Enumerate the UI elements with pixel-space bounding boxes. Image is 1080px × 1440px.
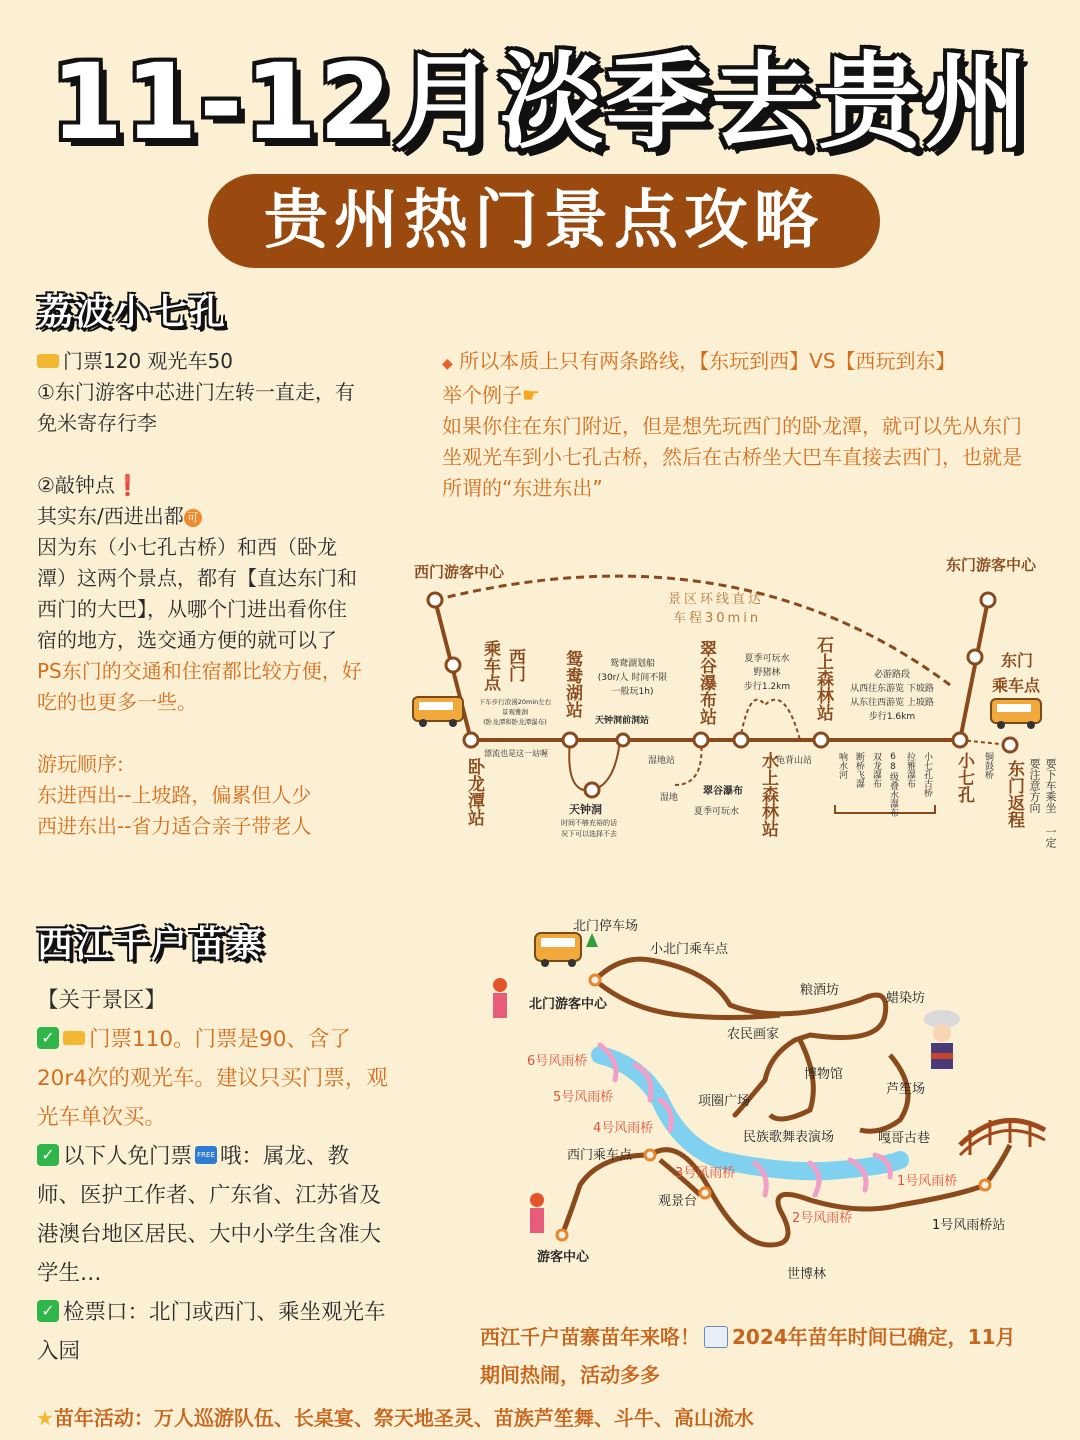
map-guibei: 龟背山站 bbox=[776, 756, 813, 766]
subtitle-banner: 贵州热门景点攻略 bbox=[208, 174, 880, 268]
xj-nongmin: 农民画家 bbox=[727, 1027, 780, 1042]
diamond-icon: ◆ bbox=[442, 356, 453, 372]
footer-line-2: 期间热闹，活动多多 bbox=[480, 1363, 660, 1387]
map-tianzhong: 天钟洞 bbox=[569, 803, 602, 816]
miao-girl-icon bbox=[924, 1010, 960, 1069]
xj-bridge-6: 6号风雨桥 bbox=[527, 1054, 588, 1069]
ticket-icon bbox=[63, 1031, 85, 1045]
tip-ps-line-1: 吃的也更多一些。 bbox=[37, 690, 197, 714]
map-piaoliu: 漂流也是这一站喔 bbox=[484, 749, 548, 758]
map-shidi: 湿地站 bbox=[648, 756, 676, 766]
xijiang-route-map bbox=[480, 915, 1070, 1295]
calendar-icon bbox=[704, 1326, 728, 1348]
free-info-1: 师、医护工作者、广东省、江苏省及 bbox=[37, 1183, 382, 1208]
xj-bridge-1-stop: 1号风雨桥站 bbox=[932, 1218, 1006, 1233]
free-info-2: 港澳台地区居民、大中小学生含准大 bbox=[37, 1222, 382, 1247]
xj-bridge-5: 5号风雨桥 bbox=[553, 1090, 614, 1105]
map-must-note-0: 必游路段 bbox=[873, 670, 910, 680]
check-icon: ✓ bbox=[37, 1144, 59, 1166]
xj-small-north: 小北门乘车点 bbox=[650, 942, 729, 957]
map-summer-note-2: 步行1.2km bbox=[743, 682, 791, 692]
xj-minzu: 民族歌舞表演场 bbox=[743, 1130, 835, 1145]
tip-3: 其实东/西进出都 可 bbox=[37, 501, 417, 532]
xj-visitor: 游客中心 bbox=[537, 1250, 590, 1265]
map-tianzhong-front: 天钟洞前洞站 bbox=[595, 716, 650, 726]
map-summer-note-1: 野猪林 bbox=[753, 668, 781, 678]
xj-bridge-1: 1号风雨桥 bbox=[897, 1174, 958, 1189]
xj-lusheng: 芦笙场 bbox=[886, 1082, 926, 1097]
ticket-info-1: 20r4次的观光车。建议只买门票，观 bbox=[37, 1066, 388, 1091]
map-shishang: 石上森林站 bbox=[813, 636, 833, 721]
map-loop-time: 车程30min bbox=[673, 611, 762, 626]
map-summer-note-0: 夏季可玩水 bbox=[744, 654, 790, 664]
xj-bridge-2: 2号风雨桥 bbox=[792, 1211, 853, 1226]
map-yuanyang-note-0: 鸳鸯湖划船 bbox=[609, 659, 655, 669]
tip-2: ②敲钟点❗ bbox=[37, 473, 140, 497]
tip-1b: 免米寄存行李 bbox=[37, 411, 157, 435]
map-loop: 景区环线直达 bbox=[668, 592, 765, 607]
xj-gage: 嘎哥古巷 bbox=[878, 1131, 931, 1146]
spot-5: 小七孔古桥 bbox=[922, 752, 932, 797]
map-shidi-2: 湿地 bbox=[660, 793, 679, 803]
map-walk-note-2: (卧龙潭和卧龙潭瀑布) bbox=[483, 718, 547, 726]
route-summary: ◆ 所以本质上只有两条路线，【东玩到西】VS【西玩到东】 bbox=[442, 349, 956, 373]
ticket-info: ✓ 门票110。门票是90、含了 bbox=[37, 1020, 417, 1059]
map-tianzhong-note-1: 况下可以选择不去 bbox=[561, 830, 617, 838]
map-east-stop: 东门 bbox=[1001, 651, 1034, 670]
map-shuishang: 水上森林站 bbox=[758, 752, 778, 837]
exclamation-icon: ❗ bbox=[114, 473, 140, 497]
xj-west-stop: 西门乘车点 bbox=[567, 1148, 633, 1163]
xj-bridge-3: 3号风雨桥 bbox=[675, 1166, 736, 1181]
map-west-center: 西门游客中心 bbox=[414, 563, 505, 581]
footer-activities: ★苗年活动：万人巡游队伍、长桌宴、祭天地圣灵、苗族芦笙舞、斗牛、高山流水 bbox=[36, 1406, 754, 1430]
xj-liangjiu: 粮酒坊 bbox=[800, 983, 840, 998]
map-xiaoqikong: 小七孔 bbox=[954, 752, 974, 803]
tip-4-line-1: 潭）这两个景点，都有【直达东门和 bbox=[37, 566, 357, 590]
free-info: ✓ 以下人免门票 FREE 哦：属龙、教 bbox=[37, 1137, 417, 1176]
map-wolong: 卧龙潭站 bbox=[464, 758, 484, 826]
small-spots bbox=[836, 752, 934, 817]
map-east-center: 东门游客中心 bbox=[946, 556, 1037, 574]
order-east-west: 东进西出--上坡路，偏累但人少 bbox=[37, 783, 312, 807]
ticket-info-2: 光车单次买。 bbox=[37, 1105, 167, 1130]
map-west-stop-2: 乘车点 bbox=[480, 640, 500, 691]
map-walk-note-1: 景观雅涧 bbox=[502, 708, 528, 716]
xj-bowuguan: 博物馆 bbox=[804, 1067, 844, 1082]
ticket-icon bbox=[37, 354, 59, 368]
ok-badge-icon: 可 bbox=[184, 509, 202, 527]
tree-icon bbox=[586, 933, 598, 947]
map-must-note-2: 从东往西游览 上坡路 bbox=[850, 698, 934, 708]
check-icon: ✓ bbox=[37, 1027, 59, 1049]
spot-0: 响水河 bbox=[837, 752, 847, 779]
ticket-line: 门票120 观光车50 bbox=[37, 346, 417, 377]
section-title-xijiang: 西江千户苗寨 bbox=[37, 924, 266, 965]
map-yuanyang-note-2: 一般玩1h) bbox=[611, 687, 654, 697]
example-line-2: 所谓的“东进东出” bbox=[442, 476, 603, 500]
example-line-0: 如果你住在东门附近，但是想先玩西门的卧龙潭，就可以先从东门 bbox=[442, 414, 1022, 438]
section-title-libo: 荔波小七孔 bbox=[37, 292, 228, 333]
tip-4-line-3: 宿的地方，选交通方便的就可以了 bbox=[37, 628, 337, 652]
map-walk-note-0: 下车步行浪漫20min左右 bbox=[478, 698, 552, 706]
example-line-1: 坐观光车到小七孔古桥，然后在古桥坐大巴车直接去西门，也就是 bbox=[442, 445, 1022, 469]
bus-icon bbox=[535, 933, 581, 967]
tip-ps-line-0: PS东门的交通和住宿都比较方便，好 bbox=[37, 659, 362, 683]
gate-info: ✓ 检票口：北门或西门、乘坐观光车 bbox=[37, 1293, 417, 1332]
check-icon: ✓ bbox=[37, 1300, 59, 1322]
xj-north-center: 北门游客中心 bbox=[529, 997, 608, 1012]
free-icon: FREE bbox=[195, 1146, 217, 1164]
spot-1: 断桥飞瀑 bbox=[854, 752, 864, 788]
order-west-east: 西进东出--省力适合亲子带老人 bbox=[37, 814, 312, 838]
map-tianzhong-note-0: 时间不够充裕的话 bbox=[561, 819, 617, 827]
xj-shibo: 世博林 bbox=[787, 1267, 827, 1282]
spot-3: 68级叠水瀑布 bbox=[888, 752, 898, 817]
order-title: 游玩顺序: bbox=[37, 752, 124, 776]
page-title: 11-12月淡季去贵州 bbox=[50, 41, 1030, 163]
bridge-icon bbox=[960, 1118, 1045, 1155]
xj-xiangquan: 项圈广场 bbox=[698, 1094, 751, 1109]
point-hand-icon: ☛ bbox=[522, 383, 540, 407]
map-yuanyang-note-1: (30r/人 时间不限 bbox=[597, 673, 668, 683]
tip-4-line-0: 因为东（小七孔古桥）和西（卧龙 bbox=[37, 535, 337, 559]
spot-2: 双龙瀑布 bbox=[871, 752, 881, 788]
map-west-stop: 西门 bbox=[505, 648, 525, 682]
tip-4-line-2: 西门的大巴】，从哪个门进出看你住 bbox=[37, 597, 347, 621]
map-summer-water: 夏季可玩水 bbox=[694, 807, 740, 817]
example-title: 举个例子☛ bbox=[442, 383, 540, 407]
person-icon bbox=[493, 978, 544, 1233]
xj-north-parking: 北门停车场 bbox=[573, 919, 639, 934]
map-east-return-note: 要下车乘坐 一定要注意方向 bbox=[1028, 758, 1057, 848]
map-must-note-3: 步行1.6km bbox=[868, 712, 916, 722]
bus-icon-left bbox=[413, 697, 463, 727]
map-cuigu-fall: 翠谷瀑布 bbox=[703, 786, 743, 797]
map-east-return: 东门返程 bbox=[1004, 760, 1024, 828]
map-must-note-1: 从西往东游览 下坡路 bbox=[850, 684, 934, 694]
xj-guanjing: 观景台 bbox=[658, 1194, 698, 1209]
spot-4: 拉雅瀑布 bbox=[905, 752, 915, 788]
free-info-3: 学生… bbox=[37, 1261, 102, 1286]
footer-line-1: 西江千户苗寨苗年来咯！ 2024年苗年时间已确定，11月 bbox=[480, 1325, 1016, 1349]
map-east-stop-2: 乘车点 bbox=[992, 676, 1041, 695]
star-icon: ★ bbox=[36, 1406, 54, 1430]
map-cuigu: 翠谷瀑布站 bbox=[696, 640, 716, 725]
map-yuanyang: 鸳鸯湖站 bbox=[562, 650, 582, 718]
tip-1: ①东门游客中芯进门左转一直走，有 bbox=[37, 380, 355, 404]
xj-bridge-4: 4号风雨桥 bbox=[593, 1121, 654, 1136]
gate-info-1: 入园 bbox=[37, 1339, 81, 1364]
bus-icon-right bbox=[991, 699, 1041, 729]
about-title: 【关于景区】 bbox=[37, 988, 167, 1013]
xj-lazan: 蜡染坊 bbox=[886, 991, 926, 1006]
spot-6: 铜鼓桥 bbox=[983, 752, 993, 779]
